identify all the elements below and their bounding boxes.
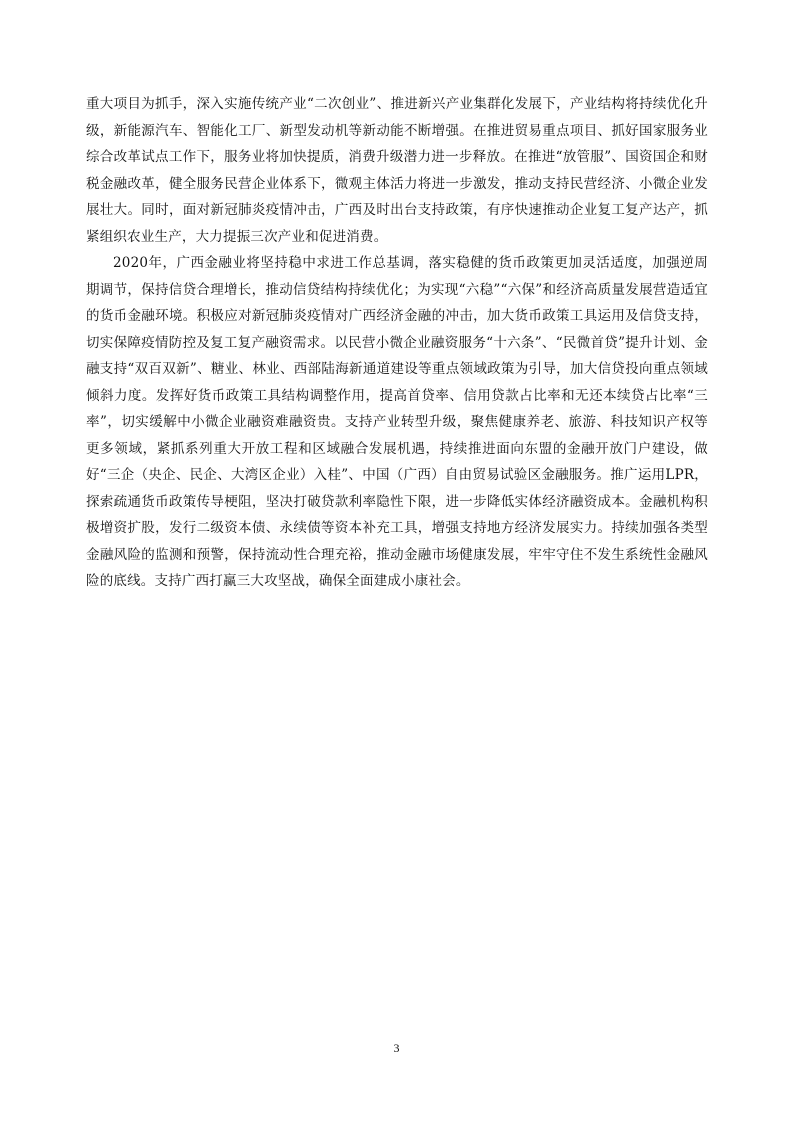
page-number: 3 xyxy=(393,1041,400,1055)
page-body xyxy=(86,91,708,595)
paragraph-outlook-finance: 2020年，广西金融业将坚持稳中求进工作总基调，落实稳健的货币政策更加灵活适度，加强逆周期调节，保持信贷合理增长，推动信贷结构持续优化；为实现“六稳”“六保”和经济高质量发展营造适宜的货币金融环境。积极应对新冠肺炎疫情对广西经济金融的冲击，加大货币政策工具运用及信贷支持，切实保障疫情防控及复工复产融资需求。以民营小微企业融资服务“十六条”、“民微首贷”提升计划、金融支持“双百双新”、糖业、林业、西部陆海新通道建设等重点领域政策为引导，加大信贷投向重点领域倾斜力度。发挥好货币政策工具结构调整作用，提高首贷率、信用贷款占比率和无还本续贷占比率“三率”，切实缓解中小微企业融资难融资贵。支持产业转型升级，聚焦健康养老、旅游、科技知识产权等更多领域，紧抓系列重大开放工程和区域融合发展机遇，持续推进面向东盟的金融开放门户建设，做好“三企（央企、民企、大湾区企业）入桂”、中国（广西）自由贸易试验区金融服务。推广运用LPR，探索疏通货币政策传导梗阻，坚决打破贷款利率隐性下限，进一步降低实体经济融资成本。金融机构积极增资扩股，发行二级资本债、永续债等资本补充工具，增强支持地方经济发展实力。持续加强各类型金融风险的监测和预警，保持流动性合理充裕，推动金融市场健康发展，牢牢守住不发生系统性金融风险的底线。支持广西打赢三大攻坚战，确保全面建成小康社会。 xyxy=(86,255,708,589)
paragraph-outlook-industry: 重大项目为抓手，深入实施传统产业“二次创业”、推进新兴产业集群化发展下，产业结构将持续优化升级，新能源汽车、智能化工厂、新型发动机等新动能不断增强。在推进贸易重点项目、抓好国家服务业综合改革试点工作下，服务业将加快提质，消费升级潜力进一步释放。在推进“放管服”、国资国企和财税金融改革，健全服务民营企业体系下，微观主体活力将进一步激发，推动支持民营经济、小微企业发展壮大。同时，面对新冠肺炎疫情冲击，广西及时出台支持政策，有序快速推动企业复工复产达产，抓紧组织农业生产，大力提振三次产业和促进消费。 xyxy=(86,96,708,245)
